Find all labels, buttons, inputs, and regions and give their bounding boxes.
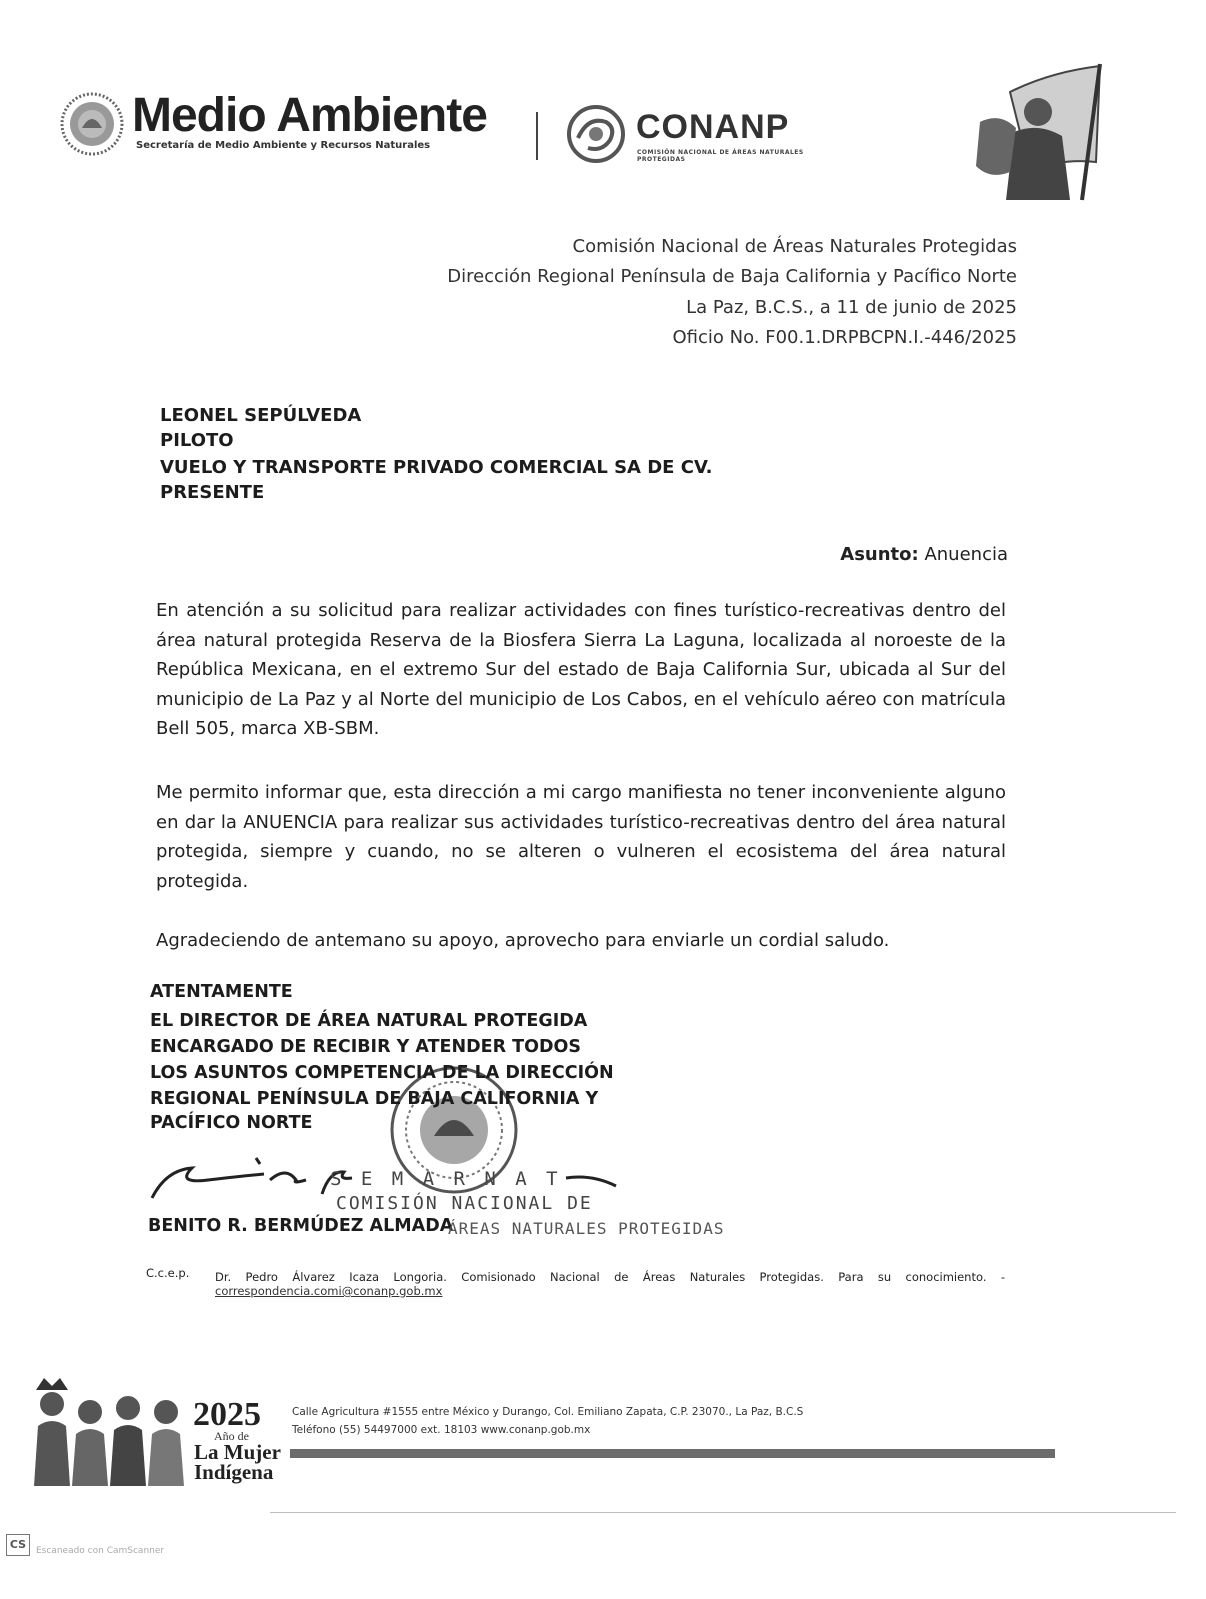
- signer-position-line-5: PACÍFICO NORTE: [150, 1113, 313, 1133]
- signer-position-line-1: EL DIRECTOR DE ÁREA NATURAL PROTEGIDA: [150, 1011, 588, 1031]
- brand-title: Medio Ambiente: [132, 89, 487, 142]
- camscanner-logo-icon: CS: [6, 1534, 30, 1556]
- place-date: La Paz, B.C.S., a 11 de junio de 2025: [686, 297, 1017, 318]
- signer-name: BENITO R. BERMÚDEZ ALMADA: [148, 1216, 454, 1236]
- camscanner-label: Escaneado con CamScanner: [36, 1546, 165, 1556]
- ccep-label: C.c.e.p.: [146, 1266, 190, 1280]
- subject-line: [840, 544, 1008, 565]
- footer-theme-line-2: Indígena: [194, 1460, 274, 1484]
- flag-woman-illustration: [970, 62, 1110, 202]
- conanp-subtitle: COMISIÓN NACIONAL DE ÁREAS NATURALES PROTEGIDAS: [637, 149, 804, 163]
- subject-label: Asunto:: [840, 544, 919, 565]
- indigenous-women-illustration: [26, 1374, 192, 1486]
- footer-bar: [290, 1449, 1055, 1458]
- recipient-title: PILOTO: [160, 430, 234, 451]
- stamp-text-semarnat: S E M A R N A T: [330, 1168, 562, 1190]
- recipient-name: LEONEL SEPÚLVEDA: [160, 405, 362, 426]
- signer-position-line-3: LOS ASUNTOS COMPETENCIA DE LA DIRECCIÓN: [150, 1063, 614, 1083]
- footer-phone-web: Teléfono (55) 54497000 ext. 18103 www.conanp.gob.mx: [292, 1424, 591, 1436]
- closing: ATENTAMENTE: [150, 982, 293, 1002]
- body-paragraph-3: Agradeciendo de antemano su apoyo, aprovecho para enviarle un cordial saludo.: [156, 930, 890, 951]
- subject-value: Anuencia: [924, 544, 1008, 565]
- recipient-company: VUELO Y TRANSPORTE PRIVADO COMERCIAL SA DE CV.: [160, 457, 713, 478]
- mexico-seal-icon: [60, 92, 124, 156]
- footer-address: Calle Agricultura #1555 entre México y Durango, Col. Emiliano Zapata, C.P. 23070., La Paz, B.C.S: [292, 1406, 804, 1418]
- regional-direction: Dirección Regional Península de Baja California y Pacífico Norte: [447, 266, 1017, 287]
- footer-theme-line-1: La Mujer: [194, 1440, 281, 1464]
- body-paragraph-1: En atención a su solicitud para realizar actividades con fines turístico-recreativas dentro del área natural protegida Reserva de la Biosfera Sierra La Laguna, localizada al noroeste de la República Mexicana, en el extremo Sur del estado de Baja California Sur, ubicada al Sur del municipio de La Paz y al Norte del municipio de Los Cabos, en el vehículo aéreo con matrícula Bell 505, marca XB-SBM.: [156, 600, 1006, 739]
- brand-subtitle: Secretaría de Medio Ambiente y Recursos Naturales: [136, 140, 431, 151]
- header-divider: [536, 112, 538, 160]
- institution-name: Comisión Nacional de Áreas Naturales Protegidas: [572, 236, 1017, 257]
- recipient-greeting: PRESENTE: [160, 482, 265, 503]
- conanp-title: CONANP: [636, 108, 790, 146]
- footer-year: 2025: [193, 1396, 261, 1433]
- stamp-text-comision: COMISIÓN NACIONAL DE: [336, 1193, 593, 1214]
- ccep-text: Dr. Pedro Álvarez Icaza Longoria. Comisionado Nacional de Áreas Naturales Protegidas. Para su conocimiento. -: [215, 1270, 1005, 1284]
- footer-rule: [270, 1512, 1176, 1513]
- body-paragraph-2: Me permito informar que, esta dirección a mi cargo manifiesta no tener inconveniente alguno en dar la ANUENCIA para realizar sus actividades turístico-recreativas dentro del área natural protegida, siempre y cuando, no se alteren o vulneren el ecosistema del área natural protegida.: [156, 782, 1006, 892]
- stamp-text-areas: ÁREAS NATURALES PROTEGIDAS: [448, 1219, 725, 1238]
- signer-position-line-4: REGIONAL PENÍNSULA DE BAJA CALIFORNIA Y: [150, 1089, 599, 1109]
- oficio-number: Oficio No. F00.1.DRPBCPN.I.-446/2025: [672, 327, 1017, 348]
- conanp-logo-icon: [566, 104, 626, 164]
- ccep-email-link[interactable]: correspondencia.comi@conanp.gob.mx: [215, 1284, 443, 1298]
- footer-year-label: Año de: [214, 1429, 249, 1443]
- signer-position-line-2: ENCARGADO DE RECIBIR Y ATENDER TODOS: [150, 1037, 581, 1057]
